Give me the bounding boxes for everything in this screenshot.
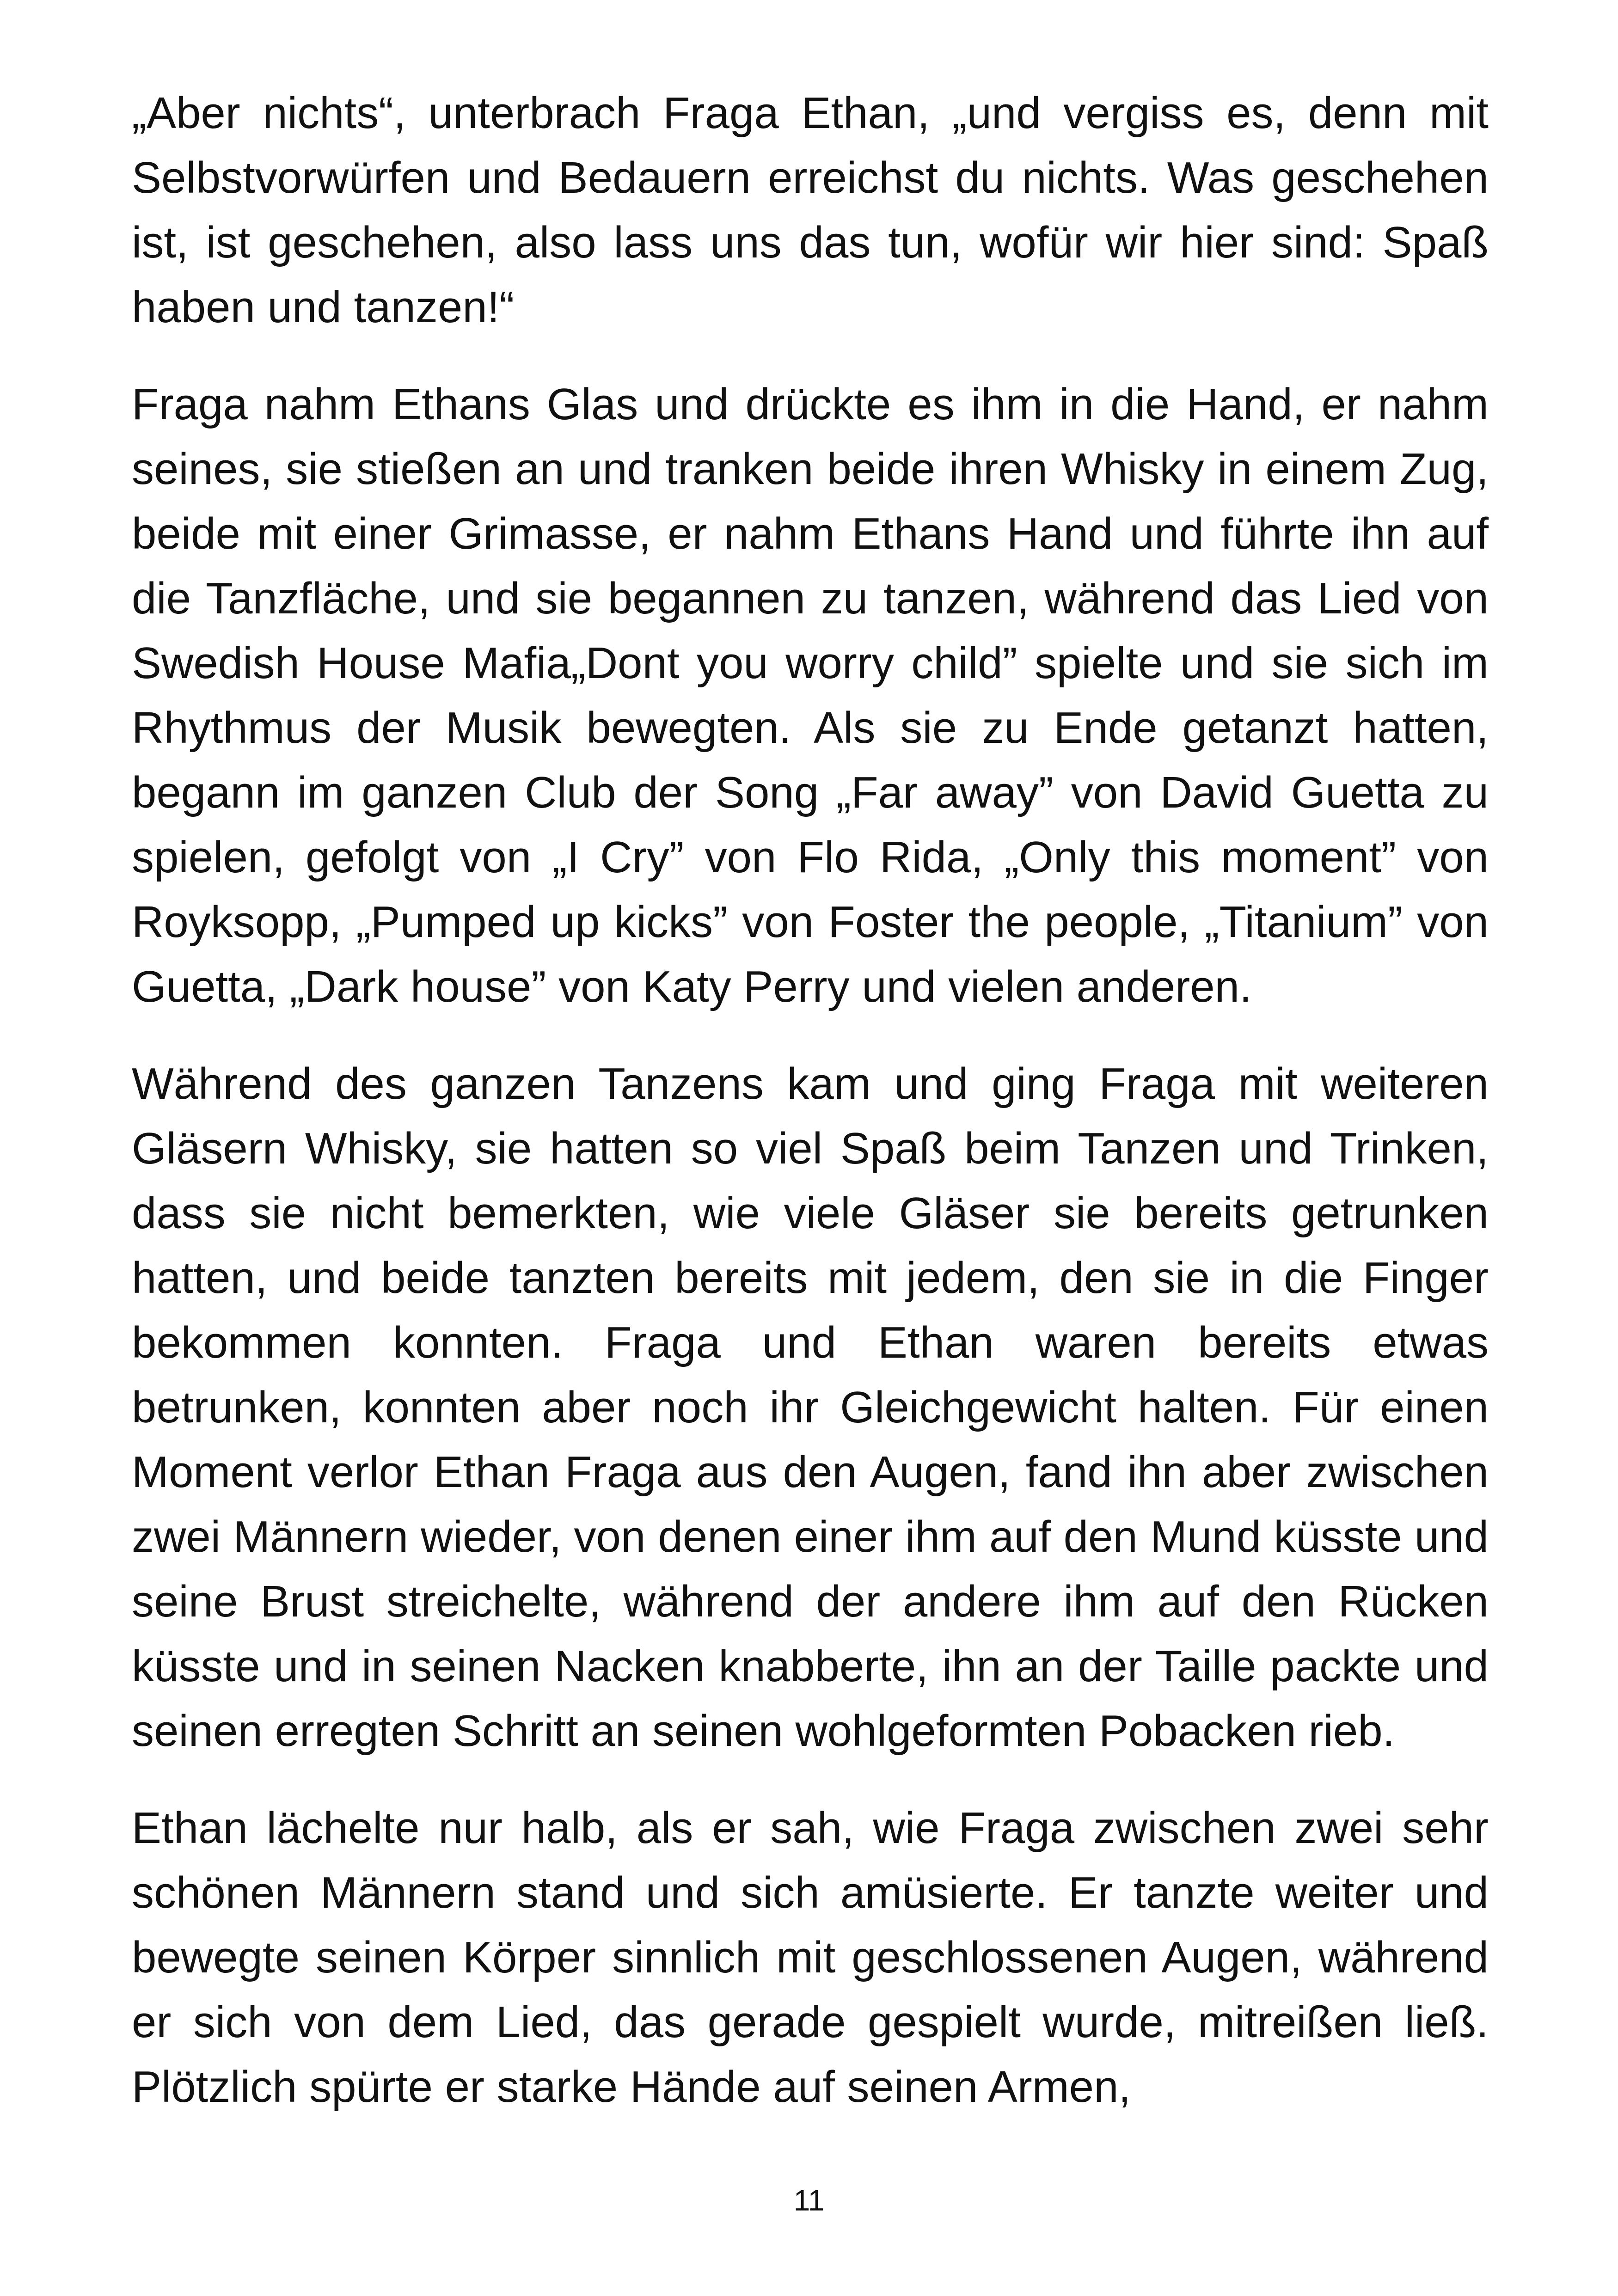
page-number: 11 [793, 2184, 825, 2217]
paragraph-2: Fraga nahm Ethans Glas und drückte es ihm in die Hand, er nahm seines, sie stießen an und tranken beide ihren Whisky in einem Zug, beide mit einer Grimasse, er nahm Ethans Hand und führte ihn auf die Tanzfläche, und sie begannen zu tanzen, während das Lied von Swedish House Mafia„Dont you worry child” spielte und sie sich im Rhythmus der Musik bewegten. Als sie zu Ende getanzt hatten, begann im ganzen Club der Song „Far away” von David Guetta zu spielen, gefolgt von „I Cry” von Flo Rida, „Only this moment” von Royksopp, „Pumped up kicks” von Foster the people, „Titanium” von Guetta, „Dark house” von Katy Perry und vielen anderen. [132, 380, 1489, 1011]
paragraph-3: Während des ganzen Tanzens kam und ging Fraga mit weiteren Gläsern Whisky, sie hatten so viel Spaß beim Tanzen und Trinken, dass sie nicht bemerkten, wie viele Gläser sie bereits getrunken hatten, und beide tanzten bereits mit jedem, den sie in die Finger bekommen konnten. Fraga und Ethan waren bereits etwas betrunken, konnten aber noch ihr Gleichgewicht halten. Für einen Moment verlor Ethan Fraga aus den Augen, fand ihn aber zwischen zwei Männern wieder, von denen einer ihm auf den Mund küsste und seine Brust streichelte, während der andere ihm auf den Rücken küsste und in seinen Nacken knabberte, ihn an der Taille packte und seinen erregten Schritt an seinen wohlgeformten Pobacken rieb. [132, 1059, 1489, 1756]
paragraph-1: „Aber nichts“, unterbrach Fraga Ethan, „und vergiss es, denn mit Selbstvorwürfen und Bedauern erreichst du nichts. Was geschehen ist, ist geschehen, also lass uns das tun, wofür wir hier sind: Spaß haben und tanzen!“ [132, 88, 1489, 332]
paragraph-4: Ethan lächelte nur halb, als er sah, wie Fraga zwischen zwei sehr schönen Männern stand und sich amüsierte. Er tanzte weiter und bewegte seinen Körper sinnlich mit geschlossenen Augen, während er sich von dem Lied, das gerade gespielt wurde, mitreißen ließ. Plötzlich spürte er starke Hände auf seinen Armen, [132, 1803, 1489, 2112]
body-text [132, 81, 1489, 2152]
